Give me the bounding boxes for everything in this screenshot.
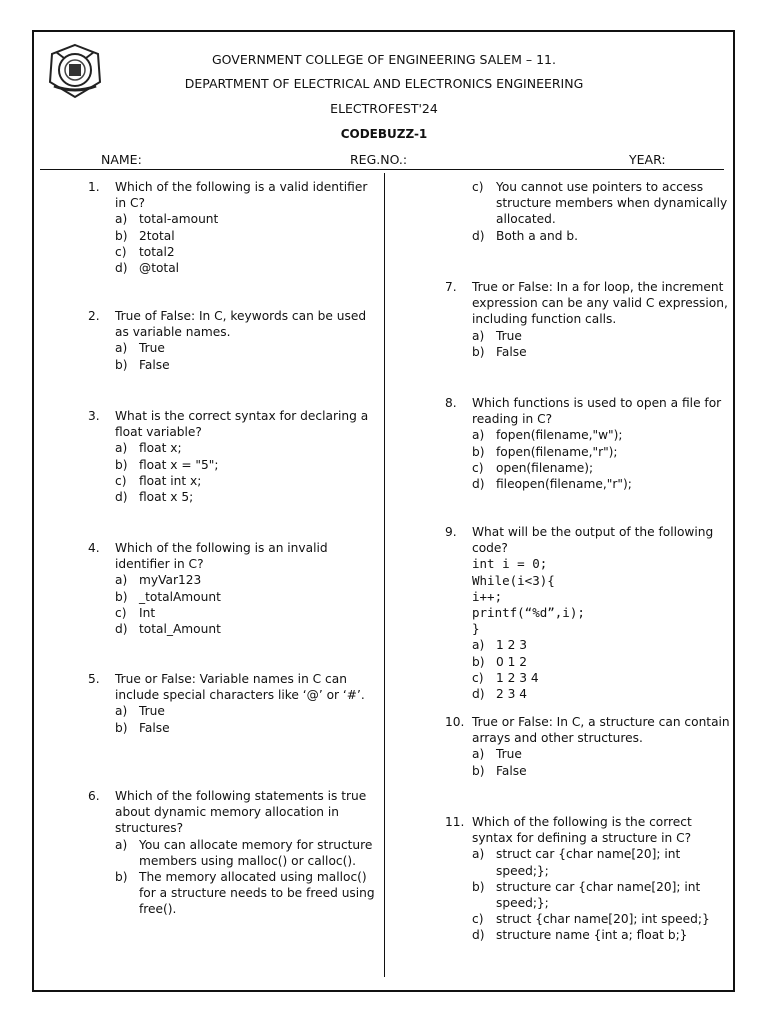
question-1	[88, 179, 378, 276]
question-number: 7.	[445, 280, 457, 294]
question-number: 8.	[445, 396, 457, 410]
question-text: Which functions is used to open a file for reading in C?	[472, 396, 722, 427]
option: a) struct car {char name[20]; int speed;};	[472, 847, 681, 878]
question-text: Which of the following is a valid identifier in C?	[115, 180, 368, 211]
reg-no-label: REG.NO.:	[350, 152, 408, 167]
question-number: 2.	[88, 309, 100, 323]
option: b) fopen(filename,"r");	[472, 444, 618, 459]
option: b) _totalAmount	[115, 589, 221, 604]
question-6	[88, 788, 378, 918]
college-emblem-icon	[46, 42, 104, 100]
option: a) True	[472, 328, 522, 343]
question-number: 5.	[88, 672, 100, 686]
option: c) float int x;	[115, 473, 202, 488]
header-divider	[40, 169, 724, 170]
question-number: 3.	[88, 409, 100, 423]
department-title: DEPARTMENT OF ELECTRICAL AND ELECTRONICS ENGINEERING	[184, 76, 584, 91]
name-label: NAME:	[101, 152, 142, 167]
code-line: i++;	[472, 588, 503, 604]
option: c) open(filename);	[472, 460, 594, 475]
question-number: 11.	[445, 815, 465, 829]
option: d) fileopen(filename,"r");	[472, 477, 632, 492]
option: a) fopen(filename,"w");	[472, 428, 623, 443]
question-number: 10.	[445, 715, 465, 729]
year-label: YEAR:	[629, 152, 666, 167]
question-2	[88, 308, 378, 373]
column-divider	[384, 173, 385, 977]
question-number: 4.	[88, 541, 100, 555]
option: a) True	[115, 704, 165, 719]
question-text: Which of the following is the correct syntax for defining a structure in C?	[472, 815, 692, 846]
option: a) 1 2 3	[472, 638, 528, 653]
option: b) False	[472, 344, 527, 359]
question-3	[88, 408, 378, 505]
option: b) The memory allocated using malloc() for a structure needs to be freed using free().	[115, 870, 375, 917]
question-number: 6.	[88, 789, 100, 803]
option: a) float x;	[115, 441, 182, 456]
option: d) Both a and b.	[472, 228, 578, 243]
question-text: Which of the following is an invalid identifier in C?	[115, 541, 328, 572]
option: c) struct {char name[20]; int speed;}	[472, 912, 710, 927]
option: b) structure car {char name[20]; int speed;};	[472, 879, 701, 911]
option: a) myVar123	[115, 573, 202, 588]
option: b) False	[472, 763, 527, 778]
option: c) Int	[115, 605, 156, 620]
option: a) total-amount	[115, 212, 219, 227]
option: b) 2total	[115, 228, 175, 243]
question-9	[445, 524, 730, 702]
event-title: ELECTROFEST'24	[330, 101, 438, 116]
option: d) @total	[115, 261, 180, 276]
question-text: True or False: In a for loop, the increment expression can be any valid C expression, including function calls.	[472, 280, 728, 327]
question-text: What is the correct syntax for declaring a float variable?	[115, 409, 369, 440]
question-4	[88, 540, 378, 637]
option: c) 1 2 3 4	[472, 670, 539, 685]
option: c) total2	[115, 244, 175, 259]
question-7	[445, 279, 730, 360]
question-number: 1.	[88, 180, 100, 194]
option: d) total_Amount	[115, 622, 221, 637]
option: c) You cannot use pointers to access structure members when dynamically allocated.	[472, 180, 728, 227]
option: d) structure name {int a; float b;}	[472, 928, 688, 943]
college-title: GOVERNMENT COLLEGE OF ENGINEERING SALEM – 11.	[212, 52, 556, 67]
option: b) 0 1 2	[472, 654, 528, 669]
question-text: True or False: Variable names in C can include special characters like ‘@’ or ‘#’.	[115, 672, 365, 703]
question-11	[445, 814, 730, 944]
question-6-continued	[445, 179, 730, 244]
option: b) False	[115, 720, 170, 735]
question-text: Which of the following statements is true about dynamic memory allocation in structures?	[115, 789, 367, 836]
option: d) float x 5;	[115, 490, 194, 505]
option: a) True	[115, 341, 165, 356]
option: b) float x = "5";	[115, 457, 219, 472]
question-10	[445, 714, 730, 779]
code-line: printf(“%d”,i);	[472, 605, 585, 621]
code-line: int i = 0;	[472, 556, 548, 572]
code-line: }	[472, 621, 480, 637]
question-text: What will be the output of the following code?	[472, 525, 714, 556]
option: d) 2 3 4	[472, 687, 528, 702]
question-text: True of False: In C, keywords can be used as variable names.	[115, 309, 367, 340]
question-8	[445, 395, 730, 492]
option: b) False	[115, 357, 170, 372]
option: a) You can allocate memory for structure members using malloc() or calloc().	[115, 837, 373, 868]
question-5	[88, 671, 378, 736]
code-line: While(i<3){	[472, 572, 555, 588]
option: a) True	[472, 747, 522, 762]
contest-title: CODEBUZZ-1	[340, 127, 428, 141]
question-number: 9.	[445, 525, 457, 539]
question-text: True or False: In C, a structure can contain arrays and other structures.	[472, 715, 730, 746]
